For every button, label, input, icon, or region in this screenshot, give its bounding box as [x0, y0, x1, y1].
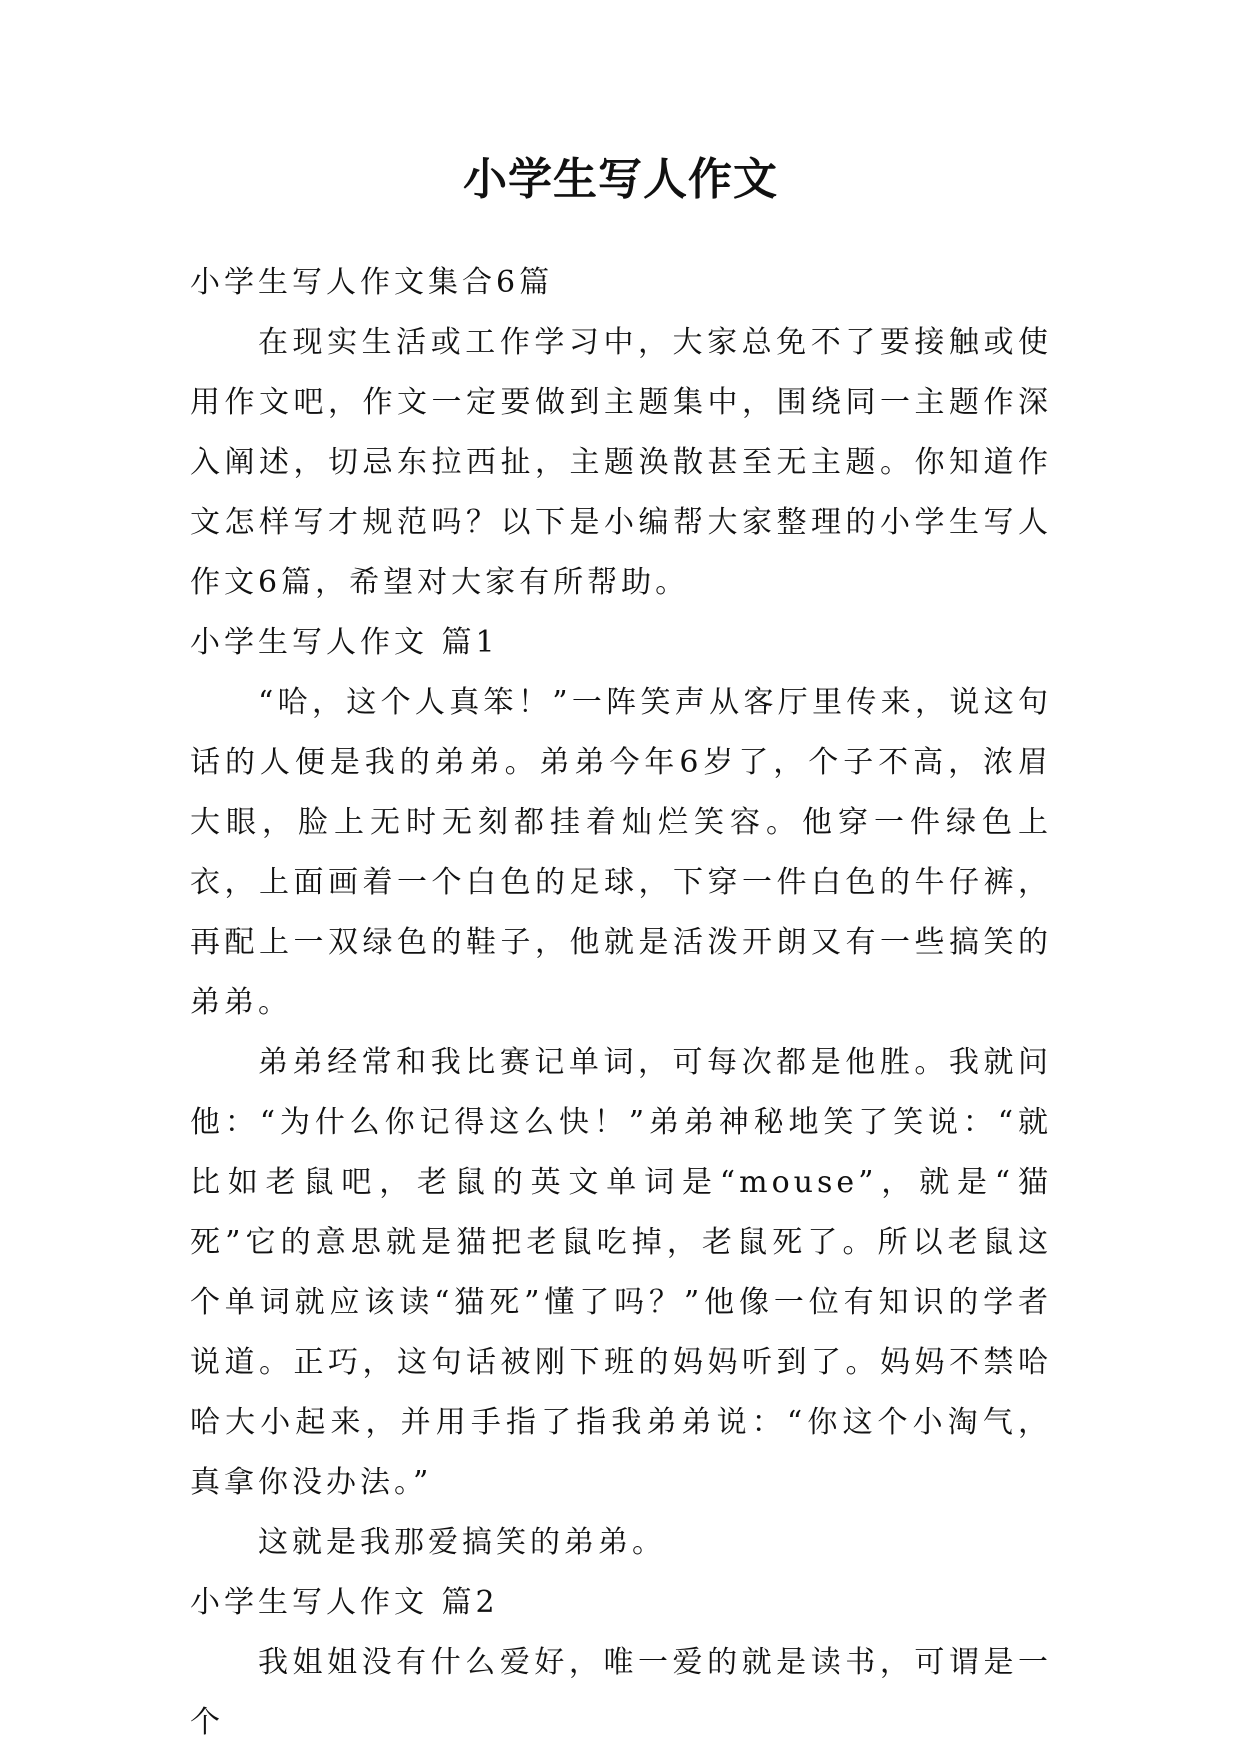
essay-2-paragraph-1: 我姐姐没有什么爱好，唯一爱的就是读书，可谓是一个	[190, 1645, 1052, 1740]
essay-1-paragraph-3: 这就是我那爱搞笑的弟弟。	[258, 1525, 666, 1560]
intro-paragraph: 在现实生活或工作学习中，大家总免不了要接触或使用作文吧，作文一定要做到主题集中，围绕同一主题作深入阐述，切忌东拉西扯，主题涣散甚至无主题。你知道作文怎样写才规范吗？以下是小编帮大家整理的小学生写人作文6篇，希望对大家有所帮助。	[190, 325, 1052, 600]
essay-1-paragraph-2: 弟弟经常和我比赛记单词，可每次都是他胜。我就问他：“为什么你记得这么快！”弟弟神秘地笑了笑说：“就比如老鼠吧，老鼠的英文单词是“mouse”，就是“猫死”它的意思就是猫把老鼠吃掉，老鼠死了。所以老鼠这个单词就应该读“猫死”懂了吗？”他像一位有知识的学者说道。正巧，这句话被刚下班的妈妈听到了。妈妈不禁哈哈大小起来，并用手指了指我弟弟说：“你这个小淘气，真拿你没办法。”	[190, 1045, 1052, 1500]
essay-2-heading: 小学生写人作文 篇2	[190, 1585, 499, 1620]
page-title: 小学生写人作文	[463, 154, 778, 205]
collection-heading: 小学生写人作文集合6篇	[190, 265, 554, 300]
essay-1-paragraph-1: “哈，这个人真笨！”一阵笑声从客厅里传来，说这句话的人便是我的弟弟。弟弟今年6岁了，个子不高，浓眉大眼，脸上无时无刻都挂着灿烂笑容。他穿一件绿色上衣，上面画着一个白色的足球，下穿一件白色的牛仔裤，再配上一双绿色的鞋子，他就是活泼开朗又有一些搞笑的弟弟。	[190, 685, 1052, 1020]
essay-1-heading: 小学生写人作文 篇1	[190, 625, 499, 660]
document-body	[190, 253, 1052, 1753]
